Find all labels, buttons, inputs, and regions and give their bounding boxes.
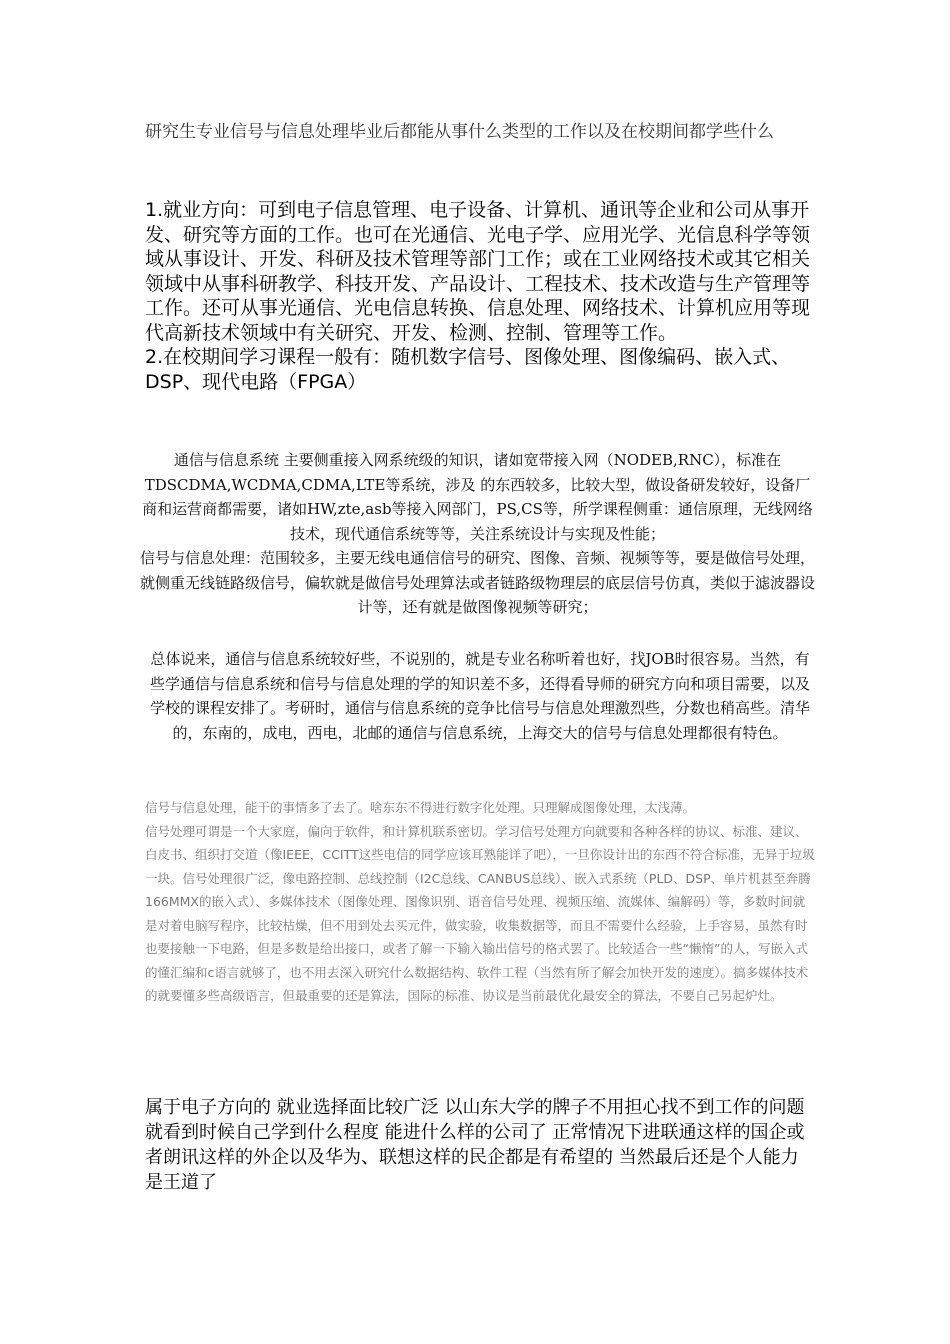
comm-systems-paragraph: 通信与信息系统 主要侧重接入网系统级的知识，诸如宽带接入网（NODEB,RNC），标准在TDSCDMA,WCDMA,CDMA,LTE等系统，涉及 的东西较多，比较大型，做设备研发较好，设备厂商和运营商都需要，诸如HW,zte,asb等接入网部门，PS,CS等，所学课程侧重：通信原理，无线网络技术，现代通信系统等等，关注系统设计与实现及性能； (142, 451, 813, 543)
section-summary: 总体说来，通信与信息系统较好些，不说别的，就是专业名称听着也好，找JOB时很容易。当然，有些学通信与信息系统和信号与信息处理的学的知识差不多，还得看导师的研究方向和项目需要，以及学校的课程安排了。考研时，通信与信息系统的竞争比信号与信息处理激烈些，分数也稍高些。清华的，东南的，成电，西电，北邮的通信与信息系统，上海交大的信号与信息处理都很有特色。 (149, 650, 810, 742)
document-title: 研究生专业信号与信息处理毕业后都能从事什么类型的工作以及在校期间都学些什么 (145, 122, 774, 142)
section-career-directions (145, 198, 815, 394)
section-comparison (140, 448, 815, 620)
courses-paragraph: 2.在校期间学习课程一般有：随机数字信号、图像处理、图像编码、嵌入式、DSP、现代电路（FPGA） (145, 346, 791, 393)
career-directions-paragraph: 1.就业方向：可到电子信息管理、电子设备、计算机、通讯等企业和公司从事开发、研究等方面的工作。也可在光通信、光电子学、应用光学、光信息科学等领域从事设计、开发、科研及技术管理等部门工作；或在工业网络技术或其它相关领域中从事科研教学、科技开发、产品设计、工程技术、技术改造与生产管理等工作。还可从事光通信、光电信息转换、信息处理、网络技术、计算机应用等现代高新技术领域中有关研究、开发、检测、控制、管理等工作。 (145, 199, 811, 344)
section-signal-processing-detail (145, 796, 815, 1008)
signal-processing-paragraph: 信号与信息处理：范围较多，主要无线电通信信号的研究、图像、音频、视频等等，要是做信号处理，就侧重无线链路级信号，偏软就是做信号处理算法或者链路级物理层的底层信号仿真，类似于滤波器设计等，还有就是做图像视频等研究； (140, 549, 816, 616)
detail-intro-paragraph: 信号与信息处理，能干的事情多了去了。啥东东不得进行数字化处理。只理解成图像处理，太浅薄。 (145, 800, 696, 815)
detail-body-paragraph: 信号处理可谓是一个大家庭，偏向于软件，和计算机联系密切。学习信号处理方向就要和各种各样的协议、标准、建议、白皮书、组织打交道（像IEEE，CCITT这些电信的同学应该耳熟能详了吧），一旦你设计出的东西不符合标准，无异于垃圾一块。信号处理很广泛，像电路控制、总线控制（I2C总线、CANBUS总线）、嵌入式系统（PLD、DSP、单片机甚至奔腾166MMX的嵌入式）、多媒体技术（图像处理、图像识别、语音信号处理、视频压缩、流媒体、编解码）等，多数时间就是对着电脑写程序，比较枯燥，但不用到处去买元件，做实验，收集数据等，而且不需要什么经验，上手容易，虽然有时也要接触一下电路，但是多数是给出接口，或者了解一下输入输出信号的格式罢了。比较适合一些“懒惰”的人，写嵌入式的懂汇编和c语言就够了，也不用去深入研究什么数据结构、软件工程（当然有所了解会加快开发的速度）。搞多媒体技术的就要懂多些高级语言，但最重要的还是算法，国际的标准、协议是当前最优化最安全的算法，不要自己另起炉灶。 (145, 823, 815, 1003)
section-employment-outlook: 属于电子方向的 就业选择面比较广泛 以山东大学的牌子不用担心找不到工作的问题 就看到时候自己学到什么程度 能进什么样的公司了 正常情况下进联通这样的国企或者朗讯这样的外企以及华为、联想这样的民企都是有希望的 当然最后还是个人能力是王道了 (145, 1097, 805, 1193)
